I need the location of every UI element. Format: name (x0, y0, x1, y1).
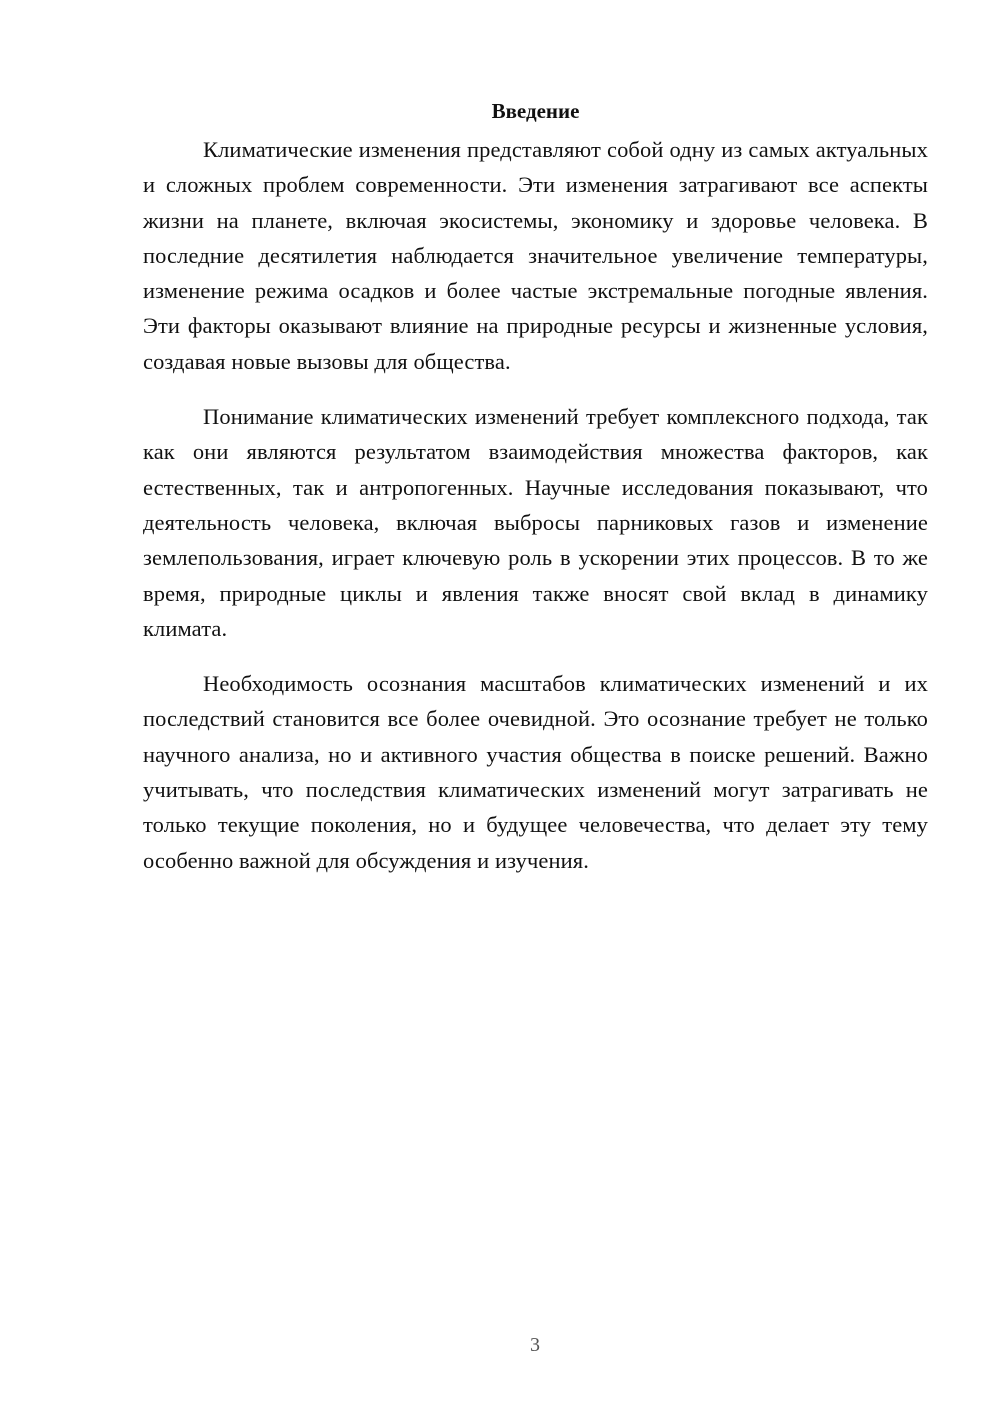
paragraph-1: Климатические изменения представляют собой одну из самых актуальных и сложных проблем современности. Эти изменения затрагивают все аспекты жизни на планете, включая экосистемы, экономику и здоровье человека. В последние десятилетия наблюдается значительное увеличение температуры, изменение режима осадков и более частые экстремальные погодные явления. Эти факторы оказывают влияние на природные ресурсы и жизненные условия, создавая новые вызовы для общества. (143, 137, 928, 374)
paragraph-3: Необходимость осознания масштабов климатических изменений и их последствий становится все более очевидной. Это осознание требует не только научного анализа, но и активного участия общества в поиске решений. Важно учитывать, что последствия климатических изменений могут затрагивать не только текущие поколения, но и будущее человечества, что делает эту тему особенно важной для обсуждения и изучения. (143, 671, 928, 873)
paragraph-2: Понимание климатических изменений требует комплексного подхода, так как они являются результатом взаимодействия множества факторов, как естественных, так и антропогенных. Научные исследования показывают, что деятельность человека, включая выбросы парниковых газов и изменение землепользования, играет ключевую роль в ускорении этих процессов. В то же время, природные циклы и явления также вносят свой вклад в динамику климата. (143, 404, 928, 641)
section-heading: Введение (491, 99, 580, 123)
page-number: 3 (530, 1334, 540, 1356)
page-content (143, 96, 928, 898)
